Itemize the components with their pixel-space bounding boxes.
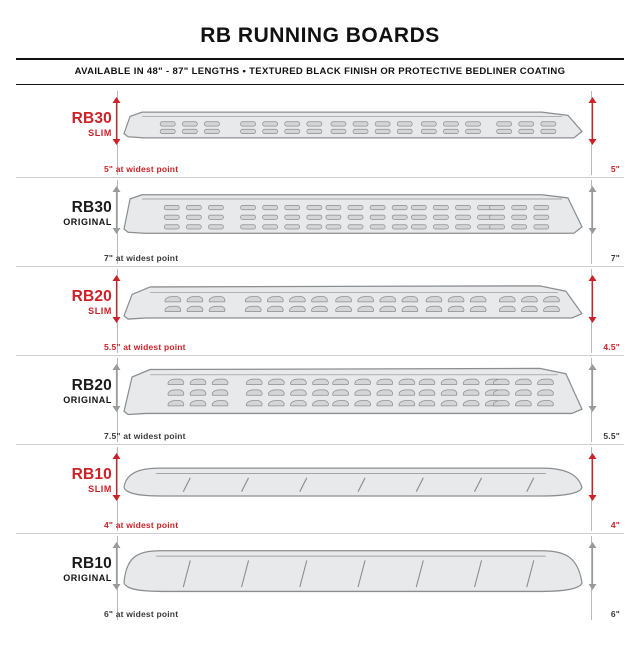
board-illustration (120, 451, 586, 511)
right-dimension-label: 5.5" (603, 431, 620, 441)
board-row-list (16, 89, 624, 622)
board-model: RB20 (71, 288, 112, 305)
board-label (34, 378, 112, 405)
board-row (16, 178, 624, 267)
right-dimension-arrow-icon (588, 275, 597, 323)
board-variant: SLIM (88, 128, 112, 139)
right-dimension-arrow-icon (588, 186, 597, 234)
board-illustration (120, 184, 586, 244)
board-illustration (120, 362, 586, 422)
board-illustration (120, 540, 586, 600)
board-model: RB10 (71, 555, 112, 572)
board-model: RB30 (71, 199, 112, 216)
left-dimension-label: 7" at widest point (104, 253, 179, 263)
right-dimension-label: 7" (610, 253, 620, 263)
board-variant: SLIM (88, 484, 112, 495)
right-dimension-arrow-icon (588, 97, 597, 145)
left-dimension-label: 5.5" at widest point (104, 342, 186, 352)
right-dimension-arrow-icon (588, 364, 597, 412)
board-row (16, 356, 624, 445)
board-row (16, 534, 624, 622)
board-label (34, 200, 112, 227)
board-model: RB30 (71, 110, 112, 127)
board-illustration (120, 95, 586, 155)
page-subtitle: AVAILABLE IN 48" - 87" LENGTHS • TEXTURED BLACK FINISH OR PROTECTIVE BEDLINER COATING (16, 60, 624, 85)
board-variant: ORIGINAL (63, 217, 112, 228)
right-dimension-label: 4.5" (603, 342, 620, 352)
board-label (34, 467, 112, 494)
board-model: RB20 (71, 377, 112, 394)
board-model: RB10 (71, 466, 112, 483)
right-dimension-arrow-icon (588, 453, 597, 501)
right-dimension-label: 5" (610, 164, 620, 174)
left-dimension-label: 7.5" at widest point (104, 431, 186, 441)
right-dimension-label: 4" (610, 520, 620, 530)
board-label (34, 289, 112, 316)
running-boards-spec-sheet (0, 24, 640, 664)
board-variant: SLIM (88, 306, 112, 317)
board-variant: ORIGINAL (63, 573, 112, 584)
board-illustration (120, 273, 586, 333)
board-row (16, 445, 624, 534)
left-dimension-label: 5" at widest point (104, 164, 179, 174)
right-dimension-label: 6" (610, 609, 620, 619)
board-row (16, 267, 624, 356)
board-row (16, 89, 624, 178)
right-dimension-arrow-icon (588, 542, 597, 590)
board-label (34, 556, 112, 583)
board-variant: ORIGINAL (63, 395, 112, 406)
left-dimension-label: 6" at widest point (104, 609, 179, 619)
left-dimension-label: 4" at widest point (104, 520, 179, 530)
page-title: RB RUNNING BOARDS (200, 24, 440, 47)
board-label (34, 111, 112, 138)
